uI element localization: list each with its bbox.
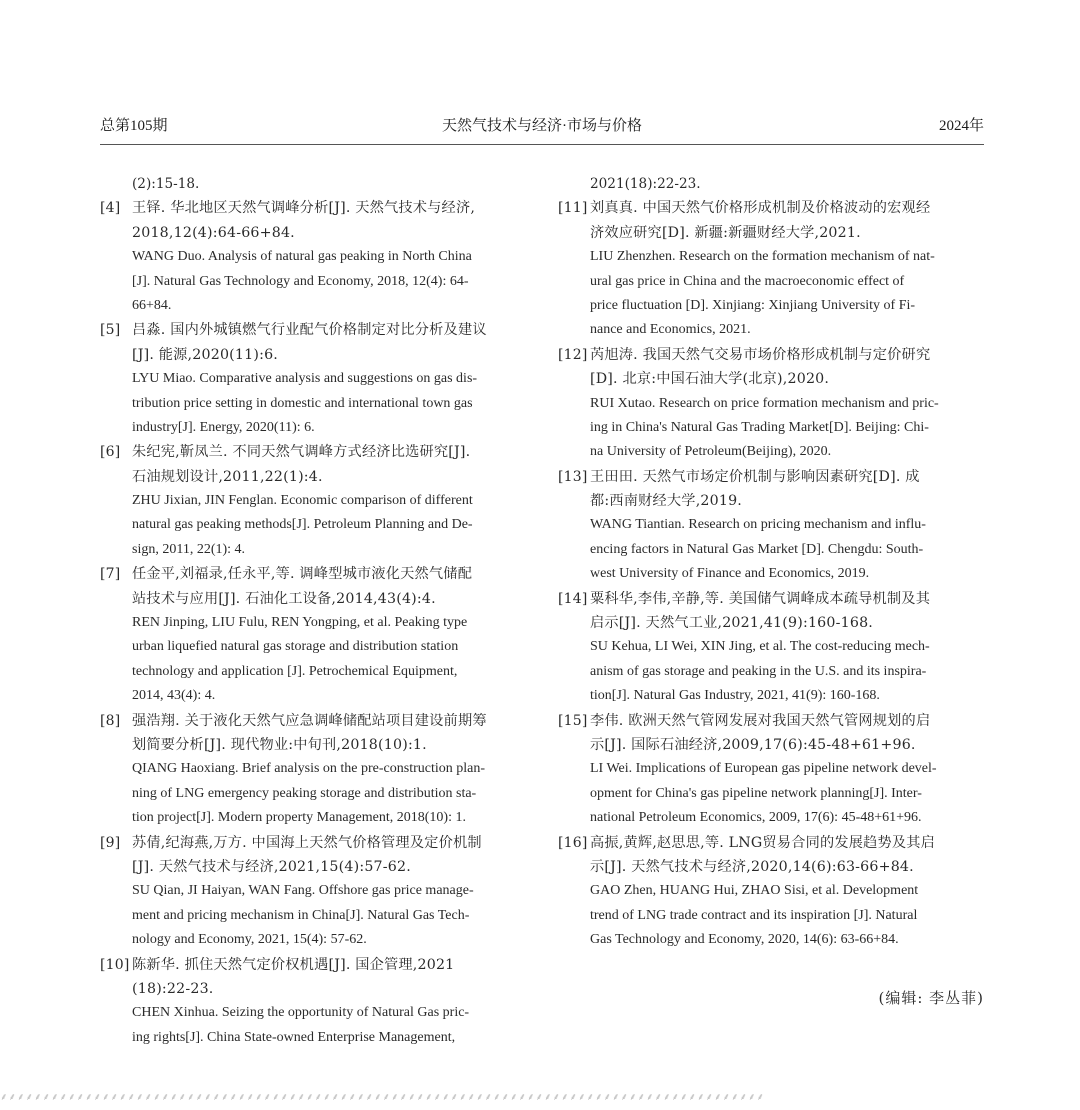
reference-english-line: sign, 2011, 22(1): 4. xyxy=(132,541,246,557)
reference-chinese-line: 强浩翔. 关于液化天然气应急调峰储配站项目建设前期筹 xyxy=(132,712,487,729)
reference-english-line: REN Jinping, LIU Fulu, REN Yongping, et al. Peaking type xyxy=(132,615,468,631)
reference-chinese-line: 吕淼. 国内外城镇燃气行业配气价格制定对比分析及建议 xyxy=(132,322,487,339)
reference-line xyxy=(100,343,530,367)
reference-chinese-line: 陈新华. 抓住天然气定价权机遇[J]. 国企管理,2021 xyxy=(132,956,455,973)
reference-entry xyxy=(558,196,986,342)
reference-number: [10] xyxy=(100,956,130,973)
reference-number: [16] xyxy=(558,834,588,851)
reference-line xyxy=(100,465,530,489)
reference-english-line: WANG Duo. Analysis of natural gas peaking in North China xyxy=(132,249,472,265)
reference-english-line: tion[J]. Natural Gas Industry, 2021, 41(9): 160-168. xyxy=(590,688,880,704)
reference-entry xyxy=(558,465,986,587)
reference-english-line: industry[J]. Energy, 2020(11): 6. xyxy=(132,419,315,435)
reference-line xyxy=(100,855,530,879)
reference-chinese-line: 苏倩,纪海燕,万方. 中国海上天然气价格管理及定价机制 xyxy=(132,834,482,851)
reference-line xyxy=(100,440,530,464)
reference-entry xyxy=(100,953,530,1051)
reference-line xyxy=(100,977,530,1001)
references-left-column xyxy=(100,172,530,1050)
reference-chinese-line: 朱纪宪,靳凤兰. 不同天然气调峰方式经济比选研究[J]. xyxy=(132,444,471,461)
reference-english-line: trend of LNG trade contract and its inspiration [J]. Natural xyxy=(590,907,918,923)
reference-line: (2):15-18. xyxy=(132,176,200,192)
reference-english-line: 2014, 43(4): 4. xyxy=(132,688,216,704)
reference-line xyxy=(100,709,530,733)
reference-english-line: ural gas price in China and the macroeconomic effect of xyxy=(590,273,905,289)
reference-english-line: nance and Economics, 2021. xyxy=(590,322,751,338)
reference-english-line: GAO Zhen, HUANG Hui, ZHAO Sisi, et al. Development xyxy=(590,883,919,899)
reference-english-line: nology and Economy, 2021, 15(4): 57-62. xyxy=(132,932,367,948)
reference-chinese-line: 芮旭涛. 我国天然气交易市场价格形成机制与定价研究 xyxy=(590,346,931,363)
reference-entry xyxy=(100,562,530,708)
reference-chinese-line: 高振,黄辉,赵思思,等. LNG贸易合同的发展趋势及其启 xyxy=(590,834,936,851)
running-header xyxy=(100,112,984,145)
reference-line xyxy=(558,489,986,513)
reference-english-line: [J]. Natural Gas Technology and Economy, 2018, 12(4): 64- xyxy=(132,273,469,289)
reference-chinese-line: 刘真真. 中国天然气价格形成机制及价格波动的宏观经 xyxy=(590,200,931,217)
reference-number: [13] xyxy=(558,468,588,485)
reference-english-line: RUI Xutao. Research on price formation mechanism and pric- xyxy=(590,395,939,411)
reference-chinese-line: 2018,12(4):64-66+84. xyxy=(132,224,295,241)
reference-english-line: QIANG Haoxiang. Brief analysis on the pre-construction plan- xyxy=(132,761,486,777)
reference-line xyxy=(558,709,986,733)
reference-english-line: LIU Zhenzhen. Research on the formation mechanism of nat- xyxy=(590,249,935,265)
reference-entry xyxy=(100,709,530,831)
reference-number: [9] xyxy=(100,834,121,851)
reference-english-line: SU Kehua, LI Wei, XIN Jing, et al. The cost-reducing mech- xyxy=(590,639,930,655)
reference-english-line: ZHU Jixian, JIN Fenglan. Economic comparison of different xyxy=(132,493,473,509)
reference-entry xyxy=(100,196,530,318)
editor-credit: (编辑: 李丛菲) xyxy=(878,989,984,1007)
reference-number: [8] xyxy=(100,712,121,729)
reference-number: [6] xyxy=(100,444,121,461)
reference-entry xyxy=(558,831,986,953)
reference-number: [4] xyxy=(100,200,121,217)
reference-chinese-line: 李伟. 欧洲天然气管网发展对我国天然气管网规划的启 xyxy=(590,712,931,729)
reference-line xyxy=(100,831,530,855)
reference-chinese-line: 王铎. 华北地区天然气调峰分析[J]. 天然气技术与经济, xyxy=(132,200,476,217)
references-right-column xyxy=(558,172,986,953)
reference-english-line: ning of LNG emergency peaking storage and distribution sta- xyxy=(132,785,477,801)
reference-english-line: 66+84. xyxy=(132,297,172,313)
reference-entry xyxy=(100,318,530,440)
reference-chinese-line: 任金平,刘福录,任永平,等. 调峰型城市液化天然气储配 xyxy=(132,566,473,583)
reference-line xyxy=(100,196,530,220)
reference-english-line: ment and pricing mechanism in China[J]. Natural Gas Tech- xyxy=(132,907,470,923)
reference-english-line: ing rights[J]. China State-owned Enterprise Management, xyxy=(132,1029,456,1045)
reference-english-line: natural gas peaking methods[J]. Petroleum Planning and De- xyxy=(132,517,473,533)
reference-number: [11] xyxy=(558,200,588,217)
reference-english-line: LI Wei. Implications of European gas pipeline network devel- xyxy=(590,761,937,777)
reference-line xyxy=(100,587,530,611)
reference-chinese-line: 划简要分析[J]. 现代物业:中旬刊,2018(10):1. xyxy=(132,736,427,753)
reference-english-line: WANG Tiantian. Research on pricing mechanism and influ- xyxy=(590,517,926,533)
reference-line: 2021(18):22-23. xyxy=(590,176,701,192)
issue-number: 总第105期 xyxy=(100,118,168,134)
reference-line xyxy=(100,318,530,342)
reference-continuation xyxy=(100,172,530,196)
reference-line xyxy=(558,221,986,245)
reference-line xyxy=(558,611,986,635)
reference-english-line: SU Qian, JI Haiyan, WAN Fang. Offshore gas price manage- xyxy=(132,883,474,899)
reference-english-line: anism of gas storage and peaking in the U.S. and its inspira- xyxy=(590,663,927,679)
reference-english-line: ing in China's Natural Gas Trading Market[D]. Beijing: Chi- xyxy=(590,419,929,435)
reference-chinese-line: 都:西南财经大学,2019. xyxy=(590,493,743,510)
reference-line xyxy=(558,465,986,489)
reference-english-line: urban liquefied natural gas storage and distribution station xyxy=(132,639,459,655)
reference-entry xyxy=(558,343,986,465)
reference-chinese-line: 济效应研究[D]. 新疆:新疆财经大学,2021. xyxy=(590,224,861,241)
reference-english-line: national Petroleum Economics, 2009, 17(6): 45-48+61+96. xyxy=(590,810,922,826)
reference-english-line: opment for China's gas pipeline network planning[J]. Inter- xyxy=(590,785,922,801)
decorative-footer-border: ⸙⸙⸙⸙⸙⸙⸙⸙⸙⸙⸙⸙⸙⸙⸙⸙⸙⸙⸙⸙⸙⸙⸙⸙⸙⸙⸙⸙⸙⸙⸙⸙⸙⸙⸙⸙⸙⸙⸙⸙⸙⸙⸙⸙⸙⸙⸙⸙⸙⸙⸙⸙⸙⸙⸙⸙⸙⸙⸙⸙⸙⸙⸙⸙⸙⸙⸙⸙⸙⸙⸙⸙⸙⸙⸙⸙⸙⸙⸙⸙⸙⸙⸙⸙⸙⸙⸙⸙⸙⸙ xyxy=(0,1092,765,1103)
reference-english-line: west University of Finance and Economics, 2019. xyxy=(590,566,870,582)
reference-entry xyxy=(100,831,530,953)
reference-line xyxy=(558,587,986,611)
reference-number: [12] xyxy=(558,346,588,363)
reference-chinese-line: (18):22-23. xyxy=(132,980,214,997)
reference-line xyxy=(100,733,530,757)
reference-line xyxy=(558,831,986,855)
reference-english-line: Gas Technology and Economy, 2020, 14(6): 63-66+84. xyxy=(590,932,899,948)
reference-chinese-line: 启示[J]. 天然气工业,2021,41(9):160-168. xyxy=(590,615,874,632)
reference-line xyxy=(558,367,986,391)
reference-line xyxy=(100,221,530,245)
reference-number: [15] xyxy=(558,712,588,729)
reference-line xyxy=(558,733,986,757)
reference-english-line: LYU Miao. Comparative analysis and suggestions on gas dis- xyxy=(132,371,478,387)
reference-number: [14] xyxy=(558,590,588,607)
reference-entry xyxy=(558,709,986,831)
reference-chinese-line: 石油规划设计,2011,22(1):4. xyxy=(132,468,323,485)
reference-chinese-line: 王田田. 天然气市场定价机制与影响因素研究[D]. 成 xyxy=(590,468,920,485)
reference-chinese-line: 示[J]. 国际石油经济,2009,17(6):45-48+61+96. xyxy=(590,736,916,753)
reference-chinese-line: [J]. 天然气技术与经济,2021,15(4):57-62. xyxy=(132,858,411,875)
reference-line xyxy=(558,855,986,879)
reference-english-line: technology and application [J]. Petrochemical Equipment, xyxy=(132,663,458,679)
reference-line xyxy=(100,953,530,977)
reference-line xyxy=(558,196,986,220)
publication-year: 2024年 xyxy=(938,118,984,134)
reference-chinese-line: 粟科华,李伟,辛静,等. 美国储气调峰成本疏导机制及其 xyxy=(590,590,931,607)
reference-english-line: CHEN Xinhua. Seizing the opportunity of Natural Gas pric- xyxy=(132,1005,470,1021)
reference-entry xyxy=(558,587,986,709)
reference-english-line: tribution price setting in domestic and international town gas xyxy=(132,395,473,411)
reference-line xyxy=(100,562,530,586)
journal-section-title: 天然气技术与经济·市场与价格 xyxy=(442,118,642,134)
reference-english-line: encing factors in Natural Gas Market [D]. Chengdu: South- xyxy=(590,541,924,557)
reference-chinese-line: 示[J]. 天然气技术与经济,2020,14(6):63-66+84. xyxy=(590,858,914,875)
reference-chinese-line: 站技术与应用[J]. 石油化工设备,2014,43(4):4. xyxy=(132,590,436,607)
reference-number: [7] xyxy=(100,566,121,583)
reference-english-line: price fluctuation [D]. Xinjiang: Xinjiang University of Fi- xyxy=(590,297,916,313)
reference-chinese-line: [J]. 能源,2020(11):6. xyxy=(132,346,279,363)
reference-english-line: tion project[J]. Modern property Management, 2018(10): 1. xyxy=(132,810,466,826)
reference-entry xyxy=(100,440,530,562)
reference-chinese-line: [D]. 北京:中国石油大学(北京),2020. xyxy=(590,371,830,388)
reference-continuation xyxy=(558,172,986,196)
reference-number: [5] xyxy=(100,322,121,339)
reference-english-line: na University of Petroleum(Beijing), 2020. xyxy=(590,444,832,460)
reference-line xyxy=(558,343,986,367)
